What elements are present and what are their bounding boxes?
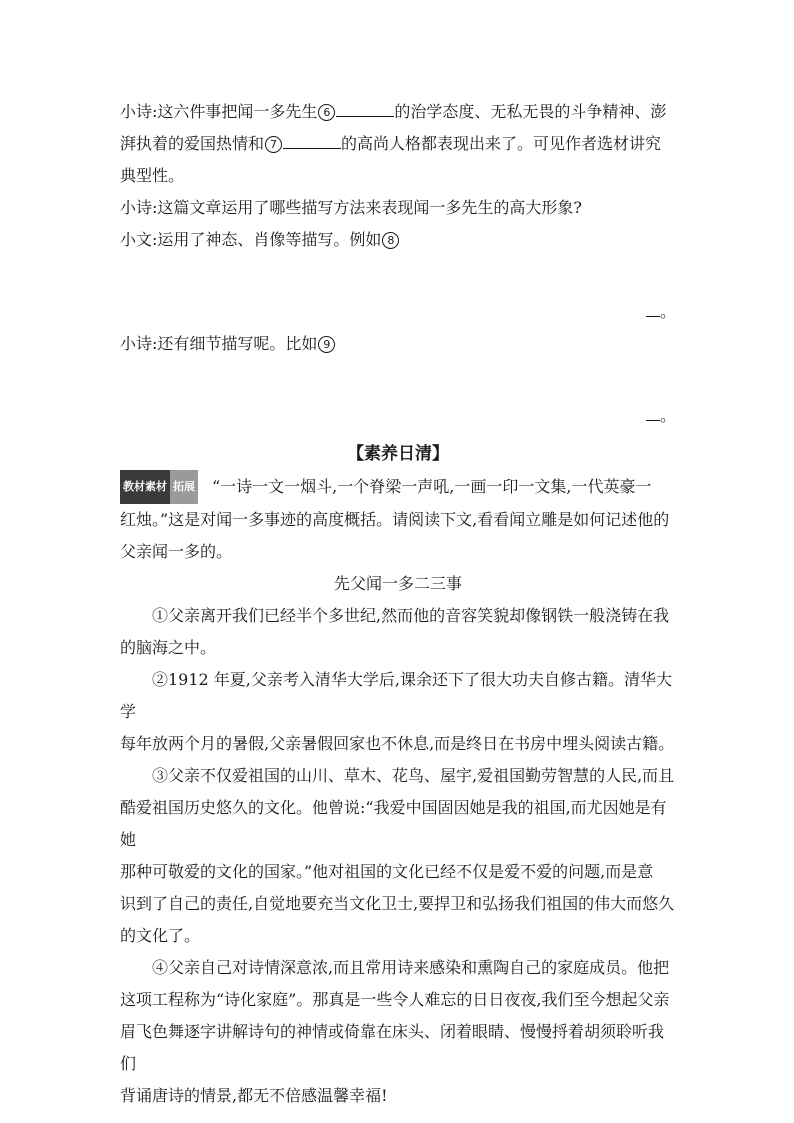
article-paragraph-2 <box>120 664 676 760</box>
dialogue-line <box>120 224 676 256</box>
paragraph-line: 眉飞色舞逐字讲解诗句的神情或倚靠在床头、闭着眼睛、慢慢捋着胡须聆听我们 <box>120 1022 665 1073</box>
paragraph-line: ②1912 年夏,父亲考入清华大学后,课余还下了很大功夫自修古籍。清华大学 <box>120 670 672 721</box>
dialogue-text: 小文:运用了神态、肖像等描写。例如 <box>120 230 382 249</box>
article-paragraph-4 <box>120 952 676 1112</box>
paragraph-line: 识到了自己的责任,自觉地要充当文化卫士,要捍卫和弘扬我们祖国的伟大而悠久 <box>120 894 675 913</box>
article-paragraph-1 <box>120 600 676 664</box>
badge-label-extend: 拓展 <box>170 470 198 504</box>
article-title: 先父闻一多二三事 <box>333 574 462 593</box>
paragraph-line: ③父亲不仅爱祖国的山川、草木、花鸟、屋宇,爱祖国勤劳智慧的人民,而且 <box>152 766 675 785</box>
paragraph-line: 的文化了。 <box>120 926 201 945</box>
answer-blank-6[interactable] <box>336 102 394 117</box>
paragraph-line: 背诵唐诗的情景,都无不倍感温馨幸福! <box>120 1086 388 1105</box>
question-number-9: 9 <box>318 336 335 353</box>
answer-period: 。 <box>659 406 676 425</box>
dialogue-line: 典型性。 <box>120 166 185 185</box>
dialogue-text: 小诗:还有细节描写呢。比如 <box>120 334 318 353</box>
badge-label: 教材素材 <box>120 470 170 504</box>
answer-line-end-9 <box>120 400 676 432</box>
document-page <box>120 96 676 1112</box>
intro-line: 红烛。”这是对闻一多事迹的高度概括。请阅读下文,看看闻立雕是如何记述他的 <box>120 510 670 529</box>
question-number-8: 8 <box>382 232 399 249</box>
dialogue-line: 小诗:这篇文章运用了哪些描写方法来表现闻一多先生的高大形象? <box>120 198 582 217</box>
paragraph-line: 那种可敬爱的文化的国家。”他对祖国的文化已经不仅是爱不爱的问题,而是意 <box>120 862 654 881</box>
dialogue-line <box>120 96 676 128</box>
answer-period: 。 <box>659 302 676 321</box>
question-number-7: 7 <box>265 136 282 153</box>
answer-space-8[interactable] <box>120 256 676 296</box>
dialogue-text: 的高尚人格都表现出来了。可见作者选材讲究 <box>341 134 662 153</box>
intro-line: 父亲闻一多的。 <box>120 542 233 561</box>
dialogue-text: 小诗:这六件事把闻一多先生 <box>120 102 318 121</box>
paragraph-line: ④父亲自己对诗情深意浓,而且常用诗来感染和熏陶自己的家庭成员。他把 <box>152 958 670 977</box>
dialogue-text: 湃执着的爱国热情和 <box>120 134 265 153</box>
paragraph-line: 这项工程称为“诗化家庭”。那真是一些令人难忘的日日夜夜,我们至今想起父亲 <box>120 990 670 1009</box>
question-number-6: 6 <box>318 104 335 121</box>
dialogue-line <box>120 328 676 360</box>
answer-line-end-8 <box>120 296 676 328</box>
dialogue-line <box>120 128 676 160</box>
paragraph-line: 每年放两个月的暑假,父亲暑假回家也不休息,而是终日在书房中埋头阅读古籍。 <box>120 734 675 753</box>
dialogue-text: 的治学态度、无私无畏的斗争精神、澎 <box>394 102 667 121</box>
intro-line <box>120 470 676 504</box>
material-badge <box>120 470 198 504</box>
answer-blank-7[interactable] <box>283 134 341 149</box>
paragraph-line: ①父亲离开我们已经半个多世纪,然而他的音容笑貌却像钢铁一般浇铸在我 <box>152 606 670 625</box>
answer-underline[interactable] <box>646 302 660 317</box>
intro-text: “一诗一文一烟斗,一个脊梁一声吼,一画一印一文集,一代英豪一 <box>212 477 652 496</box>
section-title: 【素养日清】 <box>347 444 449 464</box>
answer-underline[interactable] <box>646 406 660 421</box>
paragraph-line: 酷爱祖国历史悠久的文化。他曾说:“我爱中国固因她是我的祖国,而尤因她是有她 <box>120 798 667 849</box>
paragraph-line: 的脑海之中。 <box>120 638 217 657</box>
article-paragraph-3 <box>120 760 676 952</box>
answer-space-9[interactable] <box>120 360 676 400</box>
